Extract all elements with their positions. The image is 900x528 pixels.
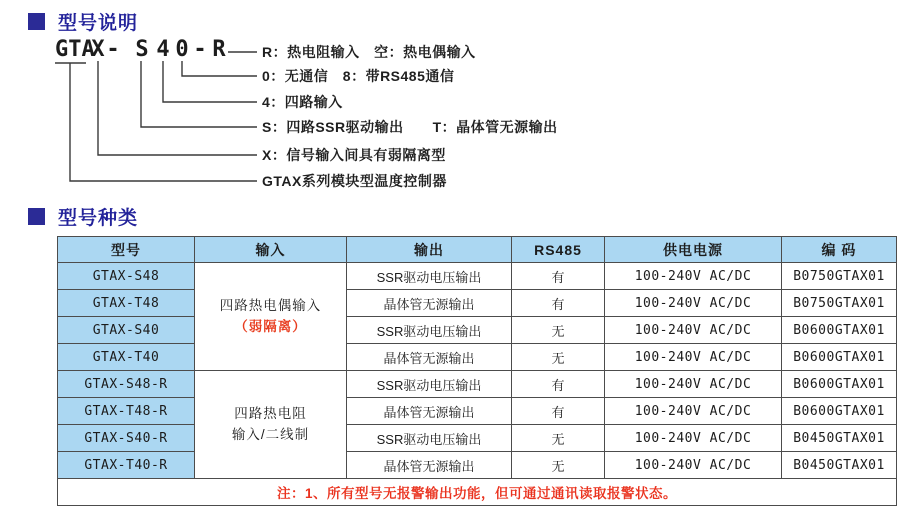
cell-rs485: 有 — [512, 263, 605, 290]
cell-output: 晶体管无源输出 — [347, 290, 512, 317]
cell-model: GTAX-S48-R — [58, 371, 195, 398]
cell-code: B0450GTAX01 — [782, 425, 897, 452]
code-segment-gta: GTA — [55, 37, 95, 62]
input-group-line1: 四路热电偶输入 — [219, 297, 322, 313]
cell-output: 晶体管无源输出 — [347, 398, 512, 425]
callout-label-4: 4：四路输入 — [262, 94, 343, 110]
cell-rs485: 无 — [512, 425, 605, 452]
callout-label-r: R：热电阻输入 空：热电偶输入 — [262, 44, 476, 60]
header-output: 输出 — [347, 237, 512, 263]
header-model: 型号 — [58, 237, 195, 263]
cell-code: B0450GTAX01 — [782, 452, 897, 479]
section-bullet-icon — [28, 13, 45, 30]
table-row — [58, 371, 897, 398]
table-header-row — [58, 237, 897, 263]
cell-power: 100-240V AC/DC — [605, 452, 782, 479]
cell-rs485: 有 — [512, 371, 605, 398]
section-title: 型号说明 — [58, 13, 139, 34]
cell-input-group-thermocouple — [195, 263, 347, 371]
cell-code: B0600GTAX01 — [782, 344, 897, 371]
section-bullet-icon — [28, 208, 45, 225]
cell-rs485: 无 — [512, 452, 605, 479]
header-power: 供电电源 — [605, 237, 782, 263]
cell-output: SSR驱动电压输出 — [347, 317, 512, 344]
cell-model: GTAX-T48-R — [58, 398, 195, 425]
cell-rs485: 有 — [512, 290, 605, 317]
cell-code: B0750GTAX01 — [782, 263, 897, 290]
cell-output: SSR驱动电压输出 — [347, 425, 512, 452]
cell-power: 100-240V AC/DC — [605, 263, 782, 290]
cell-power: 100-240V AC/DC — [605, 425, 782, 452]
cell-model: GTAX-S40-R — [58, 425, 195, 452]
code-segment-dash2: - — [193, 37, 207, 62]
cell-model: GTAX-T40 — [58, 344, 195, 371]
table-note-row — [58, 479, 897, 506]
cell-model: GTAX-T40-R — [58, 452, 195, 479]
cell-model: GTAX-S48 — [58, 263, 195, 290]
cell-model: GTAX-S40 — [58, 317, 195, 344]
cell-rs485: 无 — [512, 317, 605, 344]
header-rs485: RS485 — [512, 237, 605, 263]
cell-input-group-rtd — [195, 371, 347, 479]
cell-output: 晶体管无源输出 — [347, 452, 512, 479]
table-row — [58, 398, 897, 425]
callout-label-0: 0：无通信 8：带RS485通信 — [262, 68, 455, 84]
input-group-line2: （弱隔离） — [234, 318, 307, 334]
section-header-model-description — [28, 8, 138, 35]
cell-model: GTAX-T48 — [58, 290, 195, 317]
table-row — [58, 317, 897, 344]
table-row — [58, 344, 897, 371]
code-segment-x: X — [91, 37, 105, 62]
table-row — [58, 425, 897, 452]
section-title: 型号种类 — [58, 208, 139, 229]
cell-output: SSR驱动电压输出 — [347, 371, 512, 398]
cell-code: B0750GTAX01 — [782, 290, 897, 317]
cell-power: 100-240V AC/DC — [605, 371, 782, 398]
code-segment-0: 0 — [175, 37, 189, 62]
callout-label-s: S：四路SSR驱动输出 T：晶体管无源输出 — [262, 119, 558, 135]
header-input: 输入 — [195, 237, 347, 263]
table-row — [58, 263, 897, 290]
code-segment-4: 4 — [156, 37, 170, 62]
header-code: 编 码 — [782, 237, 897, 263]
cell-code: B0600GTAX01 — [782, 398, 897, 425]
cell-power: 100-240V AC/DC — [605, 317, 782, 344]
cell-rs485: 无 — [512, 344, 605, 371]
cell-code: B0600GTAX01 — [782, 317, 897, 344]
cell-code: B0600GTAX01 — [782, 371, 897, 398]
model-types-table — [57, 236, 897, 506]
input-group-line1: 四路热电阻 — [234, 405, 307, 421]
cell-rs485: 有 — [512, 398, 605, 425]
callout-label-gtax: GTAX系列模块型温度控制器 — [262, 173, 447, 189]
code-segment-r: R — [212, 37, 226, 62]
cell-output: 晶体管无源输出 — [347, 344, 512, 371]
cell-power: 100-240V AC/DC — [605, 398, 782, 425]
callout-label-x: X：信号输入间具有弱隔离型 — [262, 147, 446, 163]
cell-output: SSR驱动电压输出 — [347, 263, 512, 290]
table-row — [58, 290, 897, 317]
cell-power: 100-240V AC/DC — [605, 290, 782, 317]
table-note: 注：1、所有型号无报警输出功能，但可通过通讯读取报警状态。 — [58, 479, 897, 506]
cell-power: 100-240V AC/DC — [605, 344, 782, 371]
section-header-model-types — [28, 203, 138, 230]
code-segment-dash1: - — [106, 37, 120, 62]
table-row — [58, 452, 897, 479]
input-group-line2: 输入/二线制 — [231, 426, 310, 442]
code-segment-s: S — [135, 37, 149, 62]
